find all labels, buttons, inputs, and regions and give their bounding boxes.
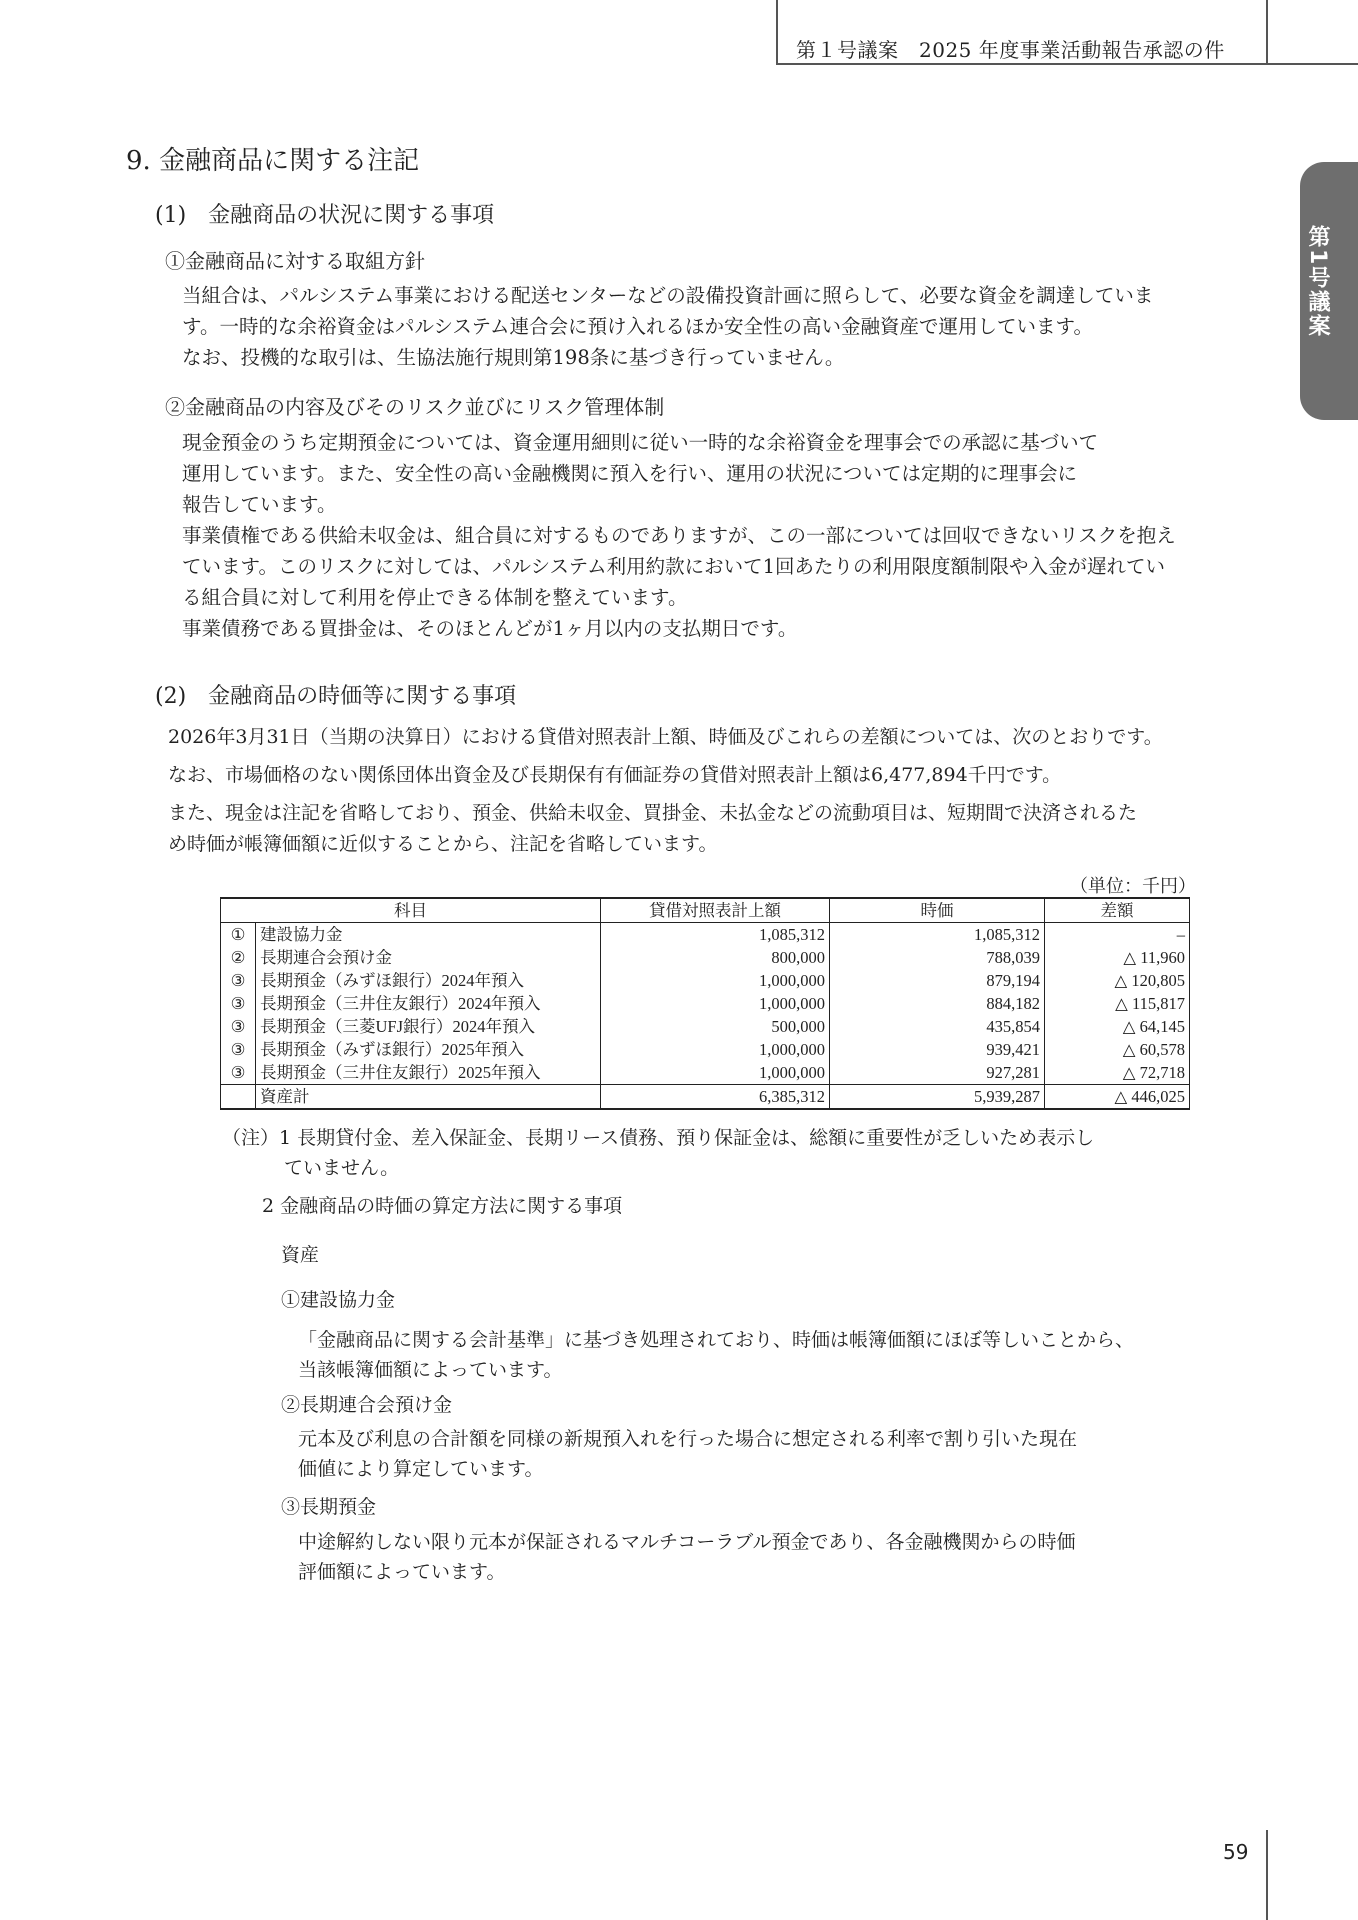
subsection-2-body — [168, 722, 1163, 860]
item-1-body — [182, 280, 1153, 373]
row-difference: △ 11,960 — [1045, 946, 1190, 969]
table-header-row — [221, 898, 1190, 923]
asset-2-body — [298, 1424, 1077, 1484]
table-unit: （単位：千円） — [1070, 876, 1196, 897]
row-book-value: 1,000,000 — [601, 1061, 830, 1085]
subsection-2-line: 2026年3月31日（当期の決算日）における貸借対照表計上額、時価及びこれらの差額については、次のとおりです。 — [168, 726, 1163, 748]
item-1-title: ①金融商品に対する取組方針 — [165, 249, 425, 273]
row-fair-value: 435,854 — [830, 1015, 1045, 1038]
total-fair-value: 5,939,287 — [830, 1085, 1045, 1110]
subsection-2-line: また、現金は注記を省略しており、預金、供給未収金、買掛金、未払金などの流動項目は、短期間で決済されるた — [168, 802, 1138, 824]
row-name: 長期預金（みずほ銀行）2024年預入 — [256, 969, 601, 992]
asset-3-title: ③長期預金 — [281, 1496, 377, 1518]
table-row — [221, 969, 1190, 992]
chapter-tab-label: 第1号議案 — [1305, 225, 1330, 339]
asset-1-title: ①建設協力金 — [281, 1289, 396, 1311]
item-2-line: 報告しています。 — [182, 493, 337, 516]
row-name: 長期預金（みずほ銀行）2025年預入 — [256, 1038, 601, 1061]
row-difference: △ 115,817 — [1045, 992, 1190, 1015]
item-1-line: 当組合は、パルシステム事業における配送センターなどの設備投資計画に照らして、必要な資金を調達していま — [182, 284, 1154, 307]
asset-3-line: 評価額によっています。 — [298, 1561, 506, 1583]
item-2-body — [182, 427, 1176, 644]
row-name: 長期預金（三菱UFJ銀行）2024年預入 — [256, 1015, 601, 1038]
total-mark — [221, 1085, 256, 1110]
row-name: 長期預金（三井住友銀行）2024年預入 — [256, 992, 601, 1015]
row-fair-value: 788,039 — [830, 946, 1045, 969]
row-difference: △ 72,718 — [1045, 1061, 1190, 1085]
asset-2-line: 元本及び利息の合計額を同様の新規預入れを行った場合に想定される利率で割り引いた現在 — [298, 1428, 1078, 1450]
item-2-line: 事業債権である供給未収金は、組合員に対するものでありますが、この一部については回収できないリスクを抱え — [182, 524, 1176, 547]
table-row — [221, 1015, 1190, 1038]
item-2-line: 事業債務である買掛金は、そのほとんどが1ヶ月以内の支払期日です。 — [182, 617, 798, 640]
item-2-line: る組合員に対して利用を停止できる体制を整えています。 — [182, 586, 688, 609]
item-2-title: ②金融商品の内容及びそのリスク並びにリスク管理体制 — [165, 395, 665, 419]
row-fair-value: 1,085,312 — [830, 923, 1045, 947]
row-book-value: 1,085,312 — [601, 923, 830, 947]
asset-1-body — [298, 1325, 1134, 1385]
row-mark: ③ — [221, 1015, 256, 1038]
col-header-item: 科目 — [221, 898, 601, 923]
note-1-line: ていません。 — [284, 1157, 400, 1179]
row-name: 長期預金（三井住友銀行）2025年預入 — [256, 1061, 601, 1085]
col-header-book-value: 貸借対照表計上額 — [601, 898, 830, 923]
table-row — [221, 1038, 1190, 1061]
footer-divider — [1266, 1830, 1268, 1920]
page-number: 59 — [1223, 1840, 1249, 1864]
fair-value-table — [220, 897, 1190, 1110]
subsection-2-line: なお、市場価格のない関係団体出資金及び長期保有有価証券の貸借対照表計上額は6,477,894千円です。 — [168, 764, 1062, 786]
header-divider-right — [1266, 0, 1268, 64]
total-difference: △ 446,025 — [1045, 1085, 1190, 1110]
table-row — [221, 1061, 1190, 1085]
row-fair-value: 879,194 — [830, 969, 1045, 992]
asset-3-line: 中途解約しない限り元本が保証されるマルチコーラブル預金であり、各金融機関からの時価 — [298, 1531, 1076, 1553]
total-name: 資産計 — [256, 1085, 601, 1110]
item-2-line: 運用しています。また、安全性の高い金融機関に預入を行い、運用の状況については定期的に理事会に — [182, 462, 1078, 485]
table-total-row — [221, 1085, 1190, 1110]
note-1 — [222, 1123, 1094, 1183]
table-row — [221, 992, 1190, 1015]
item-2-line: 現金預金のうち定期預金については、資金運用細則に従い一時的な余裕資金を理事会での承認に基づいて — [182, 431, 1099, 454]
item-2-line: ています。このリスクに対しては、パルシステム利用約款において1回あたりの利用限度額制限や入金が遅れてい — [182, 555, 1166, 578]
header-divider-left — [776, 0, 778, 64]
row-name: 建設協力金 — [256, 923, 601, 947]
row-mark: ③ — [221, 1061, 256, 1085]
row-fair-value: 927,281 — [830, 1061, 1045, 1085]
row-book-value: 1,000,000 — [601, 992, 830, 1015]
item-1-line: なお、投機的な取引は、生協法施行規則第198条に基づき行っていません。 — [182, 346, 845, 369]
header-rule — [776, 63, 1358, 65]
row-mark: ① — [221, 923, 256, 947]
row-name: 長期連合会預け金 — [256, 946, 601, 969]
row-fair-value: 939,421 — [830, 1038, 1045, 1061]
row-book-value: 500,000 — [601, 1015, 830, 1038]
subsection-1-title: (1) 金融商品の状況に関する事項 — [155, 203, 495, 228]
asset-3-body — [298, 1527, 1075, 1587]
row-book-value: 800,000 — [601, 946, 830, 969]
col-header-difference: 差額 — [1045, 898, 1190, 923]
subsection-2-title: (2) 金融商品の時価等に関する事項 — [155, 684, 517, 709]
section-title: 9. 金融商品に関する注記 — [126, 146, 420, 176]
note-2-title: 2 金融商品の時価の算定方法に関する事項 — [262, 1195, 623, 1217]
row-difference: – — [1045, 923, 1190, 947]
running-header: 第１号議案 2025 年度事業活動報告承認の件 — [796, 38, 1225, 62]
note-1-line: （注）1 長期貸付金、差入保証金、長期リース債務、預り保証金は、総額に重要性が乏しいため表示し — [222, 1127, 1095, 1149]
total-book-value: 6,385,312 — [601, 1085, 830, 1110]
row-mark: ③ — [221, 969, 256, 992]
row-mark: ③ — [221, 1038, 256, 1061]
row-difference: △ 64,145 — [1045, 1015, 1190, 1038]
row-fair-value: 884,182 — [830, 992, 1045, 1015]
item-1-line: す。一時的な余裕資金はパルシステム連合会に預け入れるほか安全性の高い金融資産で運用しています。 — [182, 315, 1093, 338]
row-difference: △ 60,578 — [1045, 1038, 1190, 1061]
row-book-value: 1,000,000 — [601, 969, 830, 992]
col-header-fair-value: 時価 — [830, 898, 1045, 923]
asset-2-title: ②長期連合会預け金 — [281, 1394, 453, 1416]
assets-label: 資産 — [281, 1244, 320, 1266]
row-difference: △ 120,805 — [1045, 969, 1190, 992]
asset-2-line: 価値により算定しています。 — [298, 1458, 544, 1480]
asset-1-line: 「金融商品に関する会計基準」に基づき処理されており、時価は帳簿価額にほぼ等しいことから、 — [298, 1329, 1135, 1351]
row-mark: ③ — [221, 992, 256, 1015]
row-mark: ② — [221, 946, 256, 969]
table-row — [221, 946, 1190, 969]
subsection-2-line: め時価が帳簿価額に近似することから、注記を省略しています。 — [168, 833, 718, 855]
row-book-value: 1,000,000 — [601, 1038, 830, 1061]
table-row — [221, 923, 1190, 947]
asset-1-line: 当該帳簿価額によっています。 — [298, 1359, 563, 1381]
